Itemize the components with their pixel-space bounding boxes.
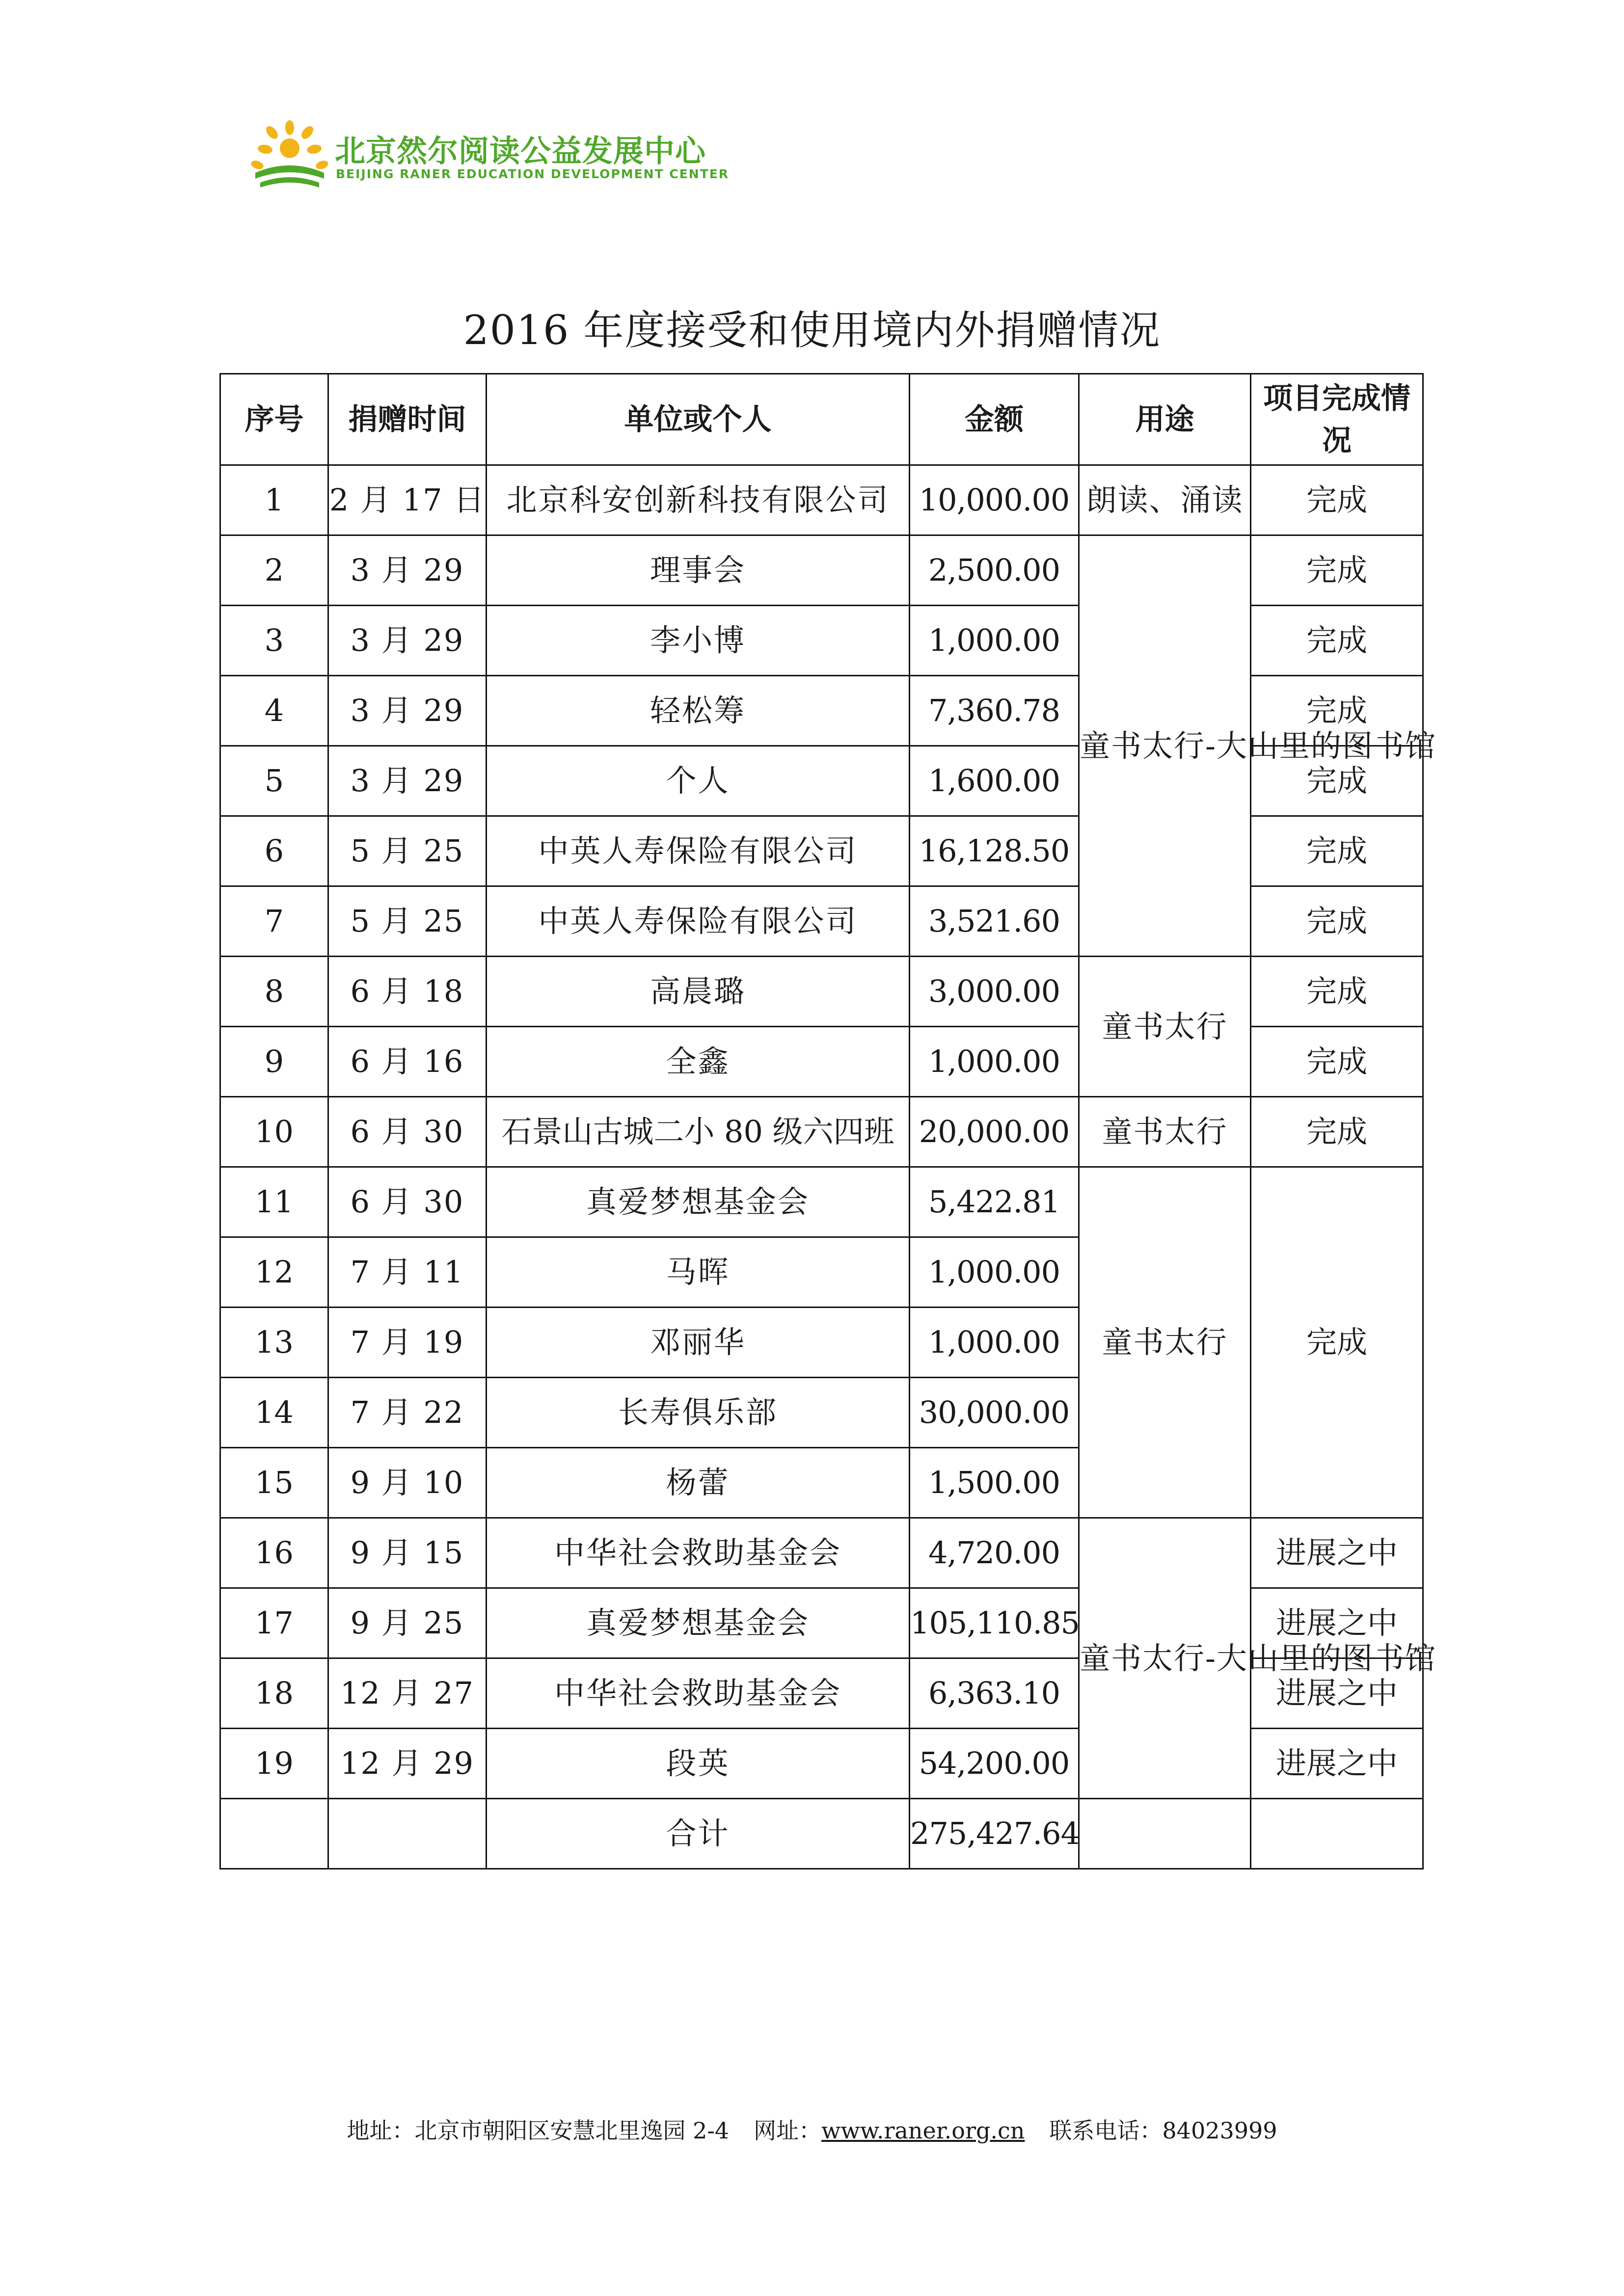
cell-date: 3 月 29 [328,676,487,746]
cell-donor: 长寿俱乐部 [487,1378,910,1448]
cell-amount: 5,422.81 [910,1167,1079,1237]
cell-seq: 15 [220,1448,328,1518]
cell-amount: 2,500.00 [910,535,1079,606]
cell-donor: 杨蕾 [487,1448,910,1518]
cell-seq: 2 [220,535,328,606]
document-title: 2016 年度接受和使用境内外捐赠情况 [463,307,1161,354]
cell-seq: 19 [220,1729,328,1799]
cell-status: 进展之中 [1251,1658,1423,1729]
page-footer [0,2113,1624,2145]
cell-empty [328,1799,487,1869]
cell-seq: 8 [220,957,328,1027]
donation-table [219,373,1436,1869]
cell-purpose: 童书太行-大山里的图书馆 [1079,535,1251,957]
cell-amount: 1,600.00 [910,746,1079,816]
cell-amount: 1,000.00 [910,1237,1079,1308]
cell-donor: 石景山古城二小 80 级六四班 [487,1097,910,1167]
cell-amount: 1,000.00 [910,1308,1079,1378]
cell-donor: 轻松筹 [487,676,910,746]
cell-purpose: 童书太行 [1079,1097,1251,1167]
col-header-seq: 序号 [220,374,328,465]
cell-date: 3 月 29 [328,606,487,676]
cell-date: 7 月 11 [328,1237,487,1308]
cell-date: 7 月 22 [328,1378,487,1448]
cell-seq: 9 [220,1027,328,1097]
cell-date: 9 月 10 [328,1448,487,1518]
cell-seq: 5 [220,746,328,816]
table-header-row [220,374,1423,465]
col-header-donor: 单位或个人 [487,374,910,465]
cell-donor: 中英人寿保险有限公司 [487,816,910,886]
cell-donor: 邓丽华 [487,1308,910,1378]
col-header-date: 捐赠时间 [328,374,487,465]
cell-seq: 14 [220,1378,328,1448]
cell-amount: 16,128.50 [910,816,1079,886]
footer-address: 地址：北京市朝阳区安慧北里逸园 2-4 [347,2117,730,2144]
cell-amount: 105,110.85 [910,1588,1079,1658]
cell-date: 12 月 29 [328,1729,487,1799]
cell-donor: 理事会 [487,535,910,606]
cell-date: 12 月 27 [328,1658,487,1729]
cell-donor: 段英 [487,1729,910,1799]
cell-donor: 个人 [487,746,910,816]
cell-status: 完成 [1251,816,1423,886]
cell-amount: 1,500.00 [910,1448,1079,1518]
cell-purpose: 童书太行 [1079,957,1251,1097]
org-name-en: BEIJING RANER EDUCATION DEVELOPMENT CENTER [336,167,730,181]
cell-amount: 1,000.00 [910,1027,1079,1097]
cell-status: 完成 [1251,1167,1423,1518]
org-name-cn: 北京然尔阅读公益发展中心 [335,133,706,169]
cell-amount: 7,360.78 [910,676,1079,746]
cell-seq: 4 [220,676,328,746]
cell-status: 完成 [1251,1097,1423,1167]
cell-status: 完成 [1251,606,1423,676]
cell-date: 6 月 18 [328,957,487,1027]
cell-amount: 54,200.00 [910,1729,1079,1799]
footer-website-label: 网址： [754,2117,822,2144]
total-amount: 275,427.64 [910,1799,1079,1869]
cell-date: 2 月 17 日 [328,465,487,535]
cell-purpose: 童书太行 [1079,1167,1251,1518]
cell-purpose: 朗读、涌读 [1079,465,1251,535]
cell-status: 完成 [1251,957,1423,1027]
cell-status: 完成 [1251,1027,1423,1097]
cell-donor: 全鑫 [487,1027,910,1097]
cell-status: 完成 [1251,535,1423,606]
table-row [220,1167,1423,1237]
cell-status: 进展之中 [1251,1518,1423,1588]
org-logo [250,118,790,191]
cell-date: 6 月 16 [328,1027,487,1097]
cell-status: 进展之中 [1251,1729,1423,1799]
cell-date: 5 月 25 [328,886,487,957]
cell-donor: 马晖 [487,1237,910,1308]
total-label: 合计 [487,1799,910,1869]
cell-donor: 中华社会救助基金会 [487,1518,910,1588]
cell-date: 3 月 29 [328,746,487,816]
footer-phone: 联系电话：84023999 [1049,2117,1277,2144]
cell-seq: 3 [220,606,328,676]
cell-date: 6 月 30 [328,1097,487,1167]
cell-empty [220,1799,328,1869]
cell-seq: 17 [220,1588,328,1658]
col-header-status: 项目完成情况 [1251,374,1423,465]
cell-date: 5 月 25 [328,816,487,886]
cell-donor: 中英人寿保险有限公司 [487,886,910,957]
cell-amount: 1,000.00 [910,606,1079,676]
table-row [220,535,1423,606]
cell-status: 完成 [1251,746,1423,816]
cell-seq: 11 [220,1167,328,1237]
cell-date: 9 月 15 [328,1518,487,1588]
cell-status: 完成 [1251,465,1423,535]
cell-purpose: 童书太行-大山里的图书馆 [1079,1518,1251,1799]
cell-amount: 30,000.00 [910,1378,1079,1448]
cell-date: 6 月 30 [328,1167,487,1237]
sun-reading-logo-icon [250,118,331,191]
cell-seq: 13 [220,1308,328,1378]
col-header-purpose: 用途 [1079,374,1251,465]
cell-seq: 12 [220,1237,328,1308]
cell-amount: 20,000.00 [910,1097,1079,1167]
cell-seq: 18 [220,1658,328,1729]
cell-amount: 6,363.10 [910,1658,1079,1729]
cell-date: 7 月 19 [328,1308,487,1378]
cell-donor: 北京科安创新科技有限公司 [487,465,910,535]
table-row [220,1097,1423,1167]
cell-donor: 真爱梦想基金会 [487,1167,910,1237]
cell-amount: 10,000.00 [910,465,1079,535]
cell-seq: 1 [220,465,328,535]
cell-donor: 中华社会救助基金会 [487,1658,910,1729]
table-row [220,957,1423,1027]
cell-empty [1079,1799,1251,1869]
cell-date: 3 月 29 [328,535,487,606]
cell-donor: 李小博 [487,606,910,676]
table-row [220,1518,1423,1588]
cell-status: 完成 [1251,676,1423,746]
table-row [220,465,1423,535]
cell-donor: 真爱梦想基金会 [487,1588,910,1658]
footer-website-link[interactable]: www.raner.org.cn [821,2117,1025,2144]
cell-amount: 3,521.60 [910,886,1079,957]
cell-seq: 10 [220,1097,328,1167]
cell-amount: 3,000.00 [910,957,1079,1027]
cell-date: 9 月 25 [328,1588,487,1658]
cell-empty [1251,1799,1423,1869]
cell-seq: 7 [220,886,328,957]
cell-donor: 高晨璐 [487,957,910,1027]
table-total-row [220,1799,1423,1869]
cell-status: 进展之中 [1251,1588,1423,1658]
col-header-amount: 金额 [910,374,1079,465]
cell-amount: 4,720.00 [910,1518,1079,1588]
cell-status: 完成 [1251,886,1423,957]
cell-seq: 16 [220,1518,328,1588]
cell-seq: 6 [220,816,328,886]
